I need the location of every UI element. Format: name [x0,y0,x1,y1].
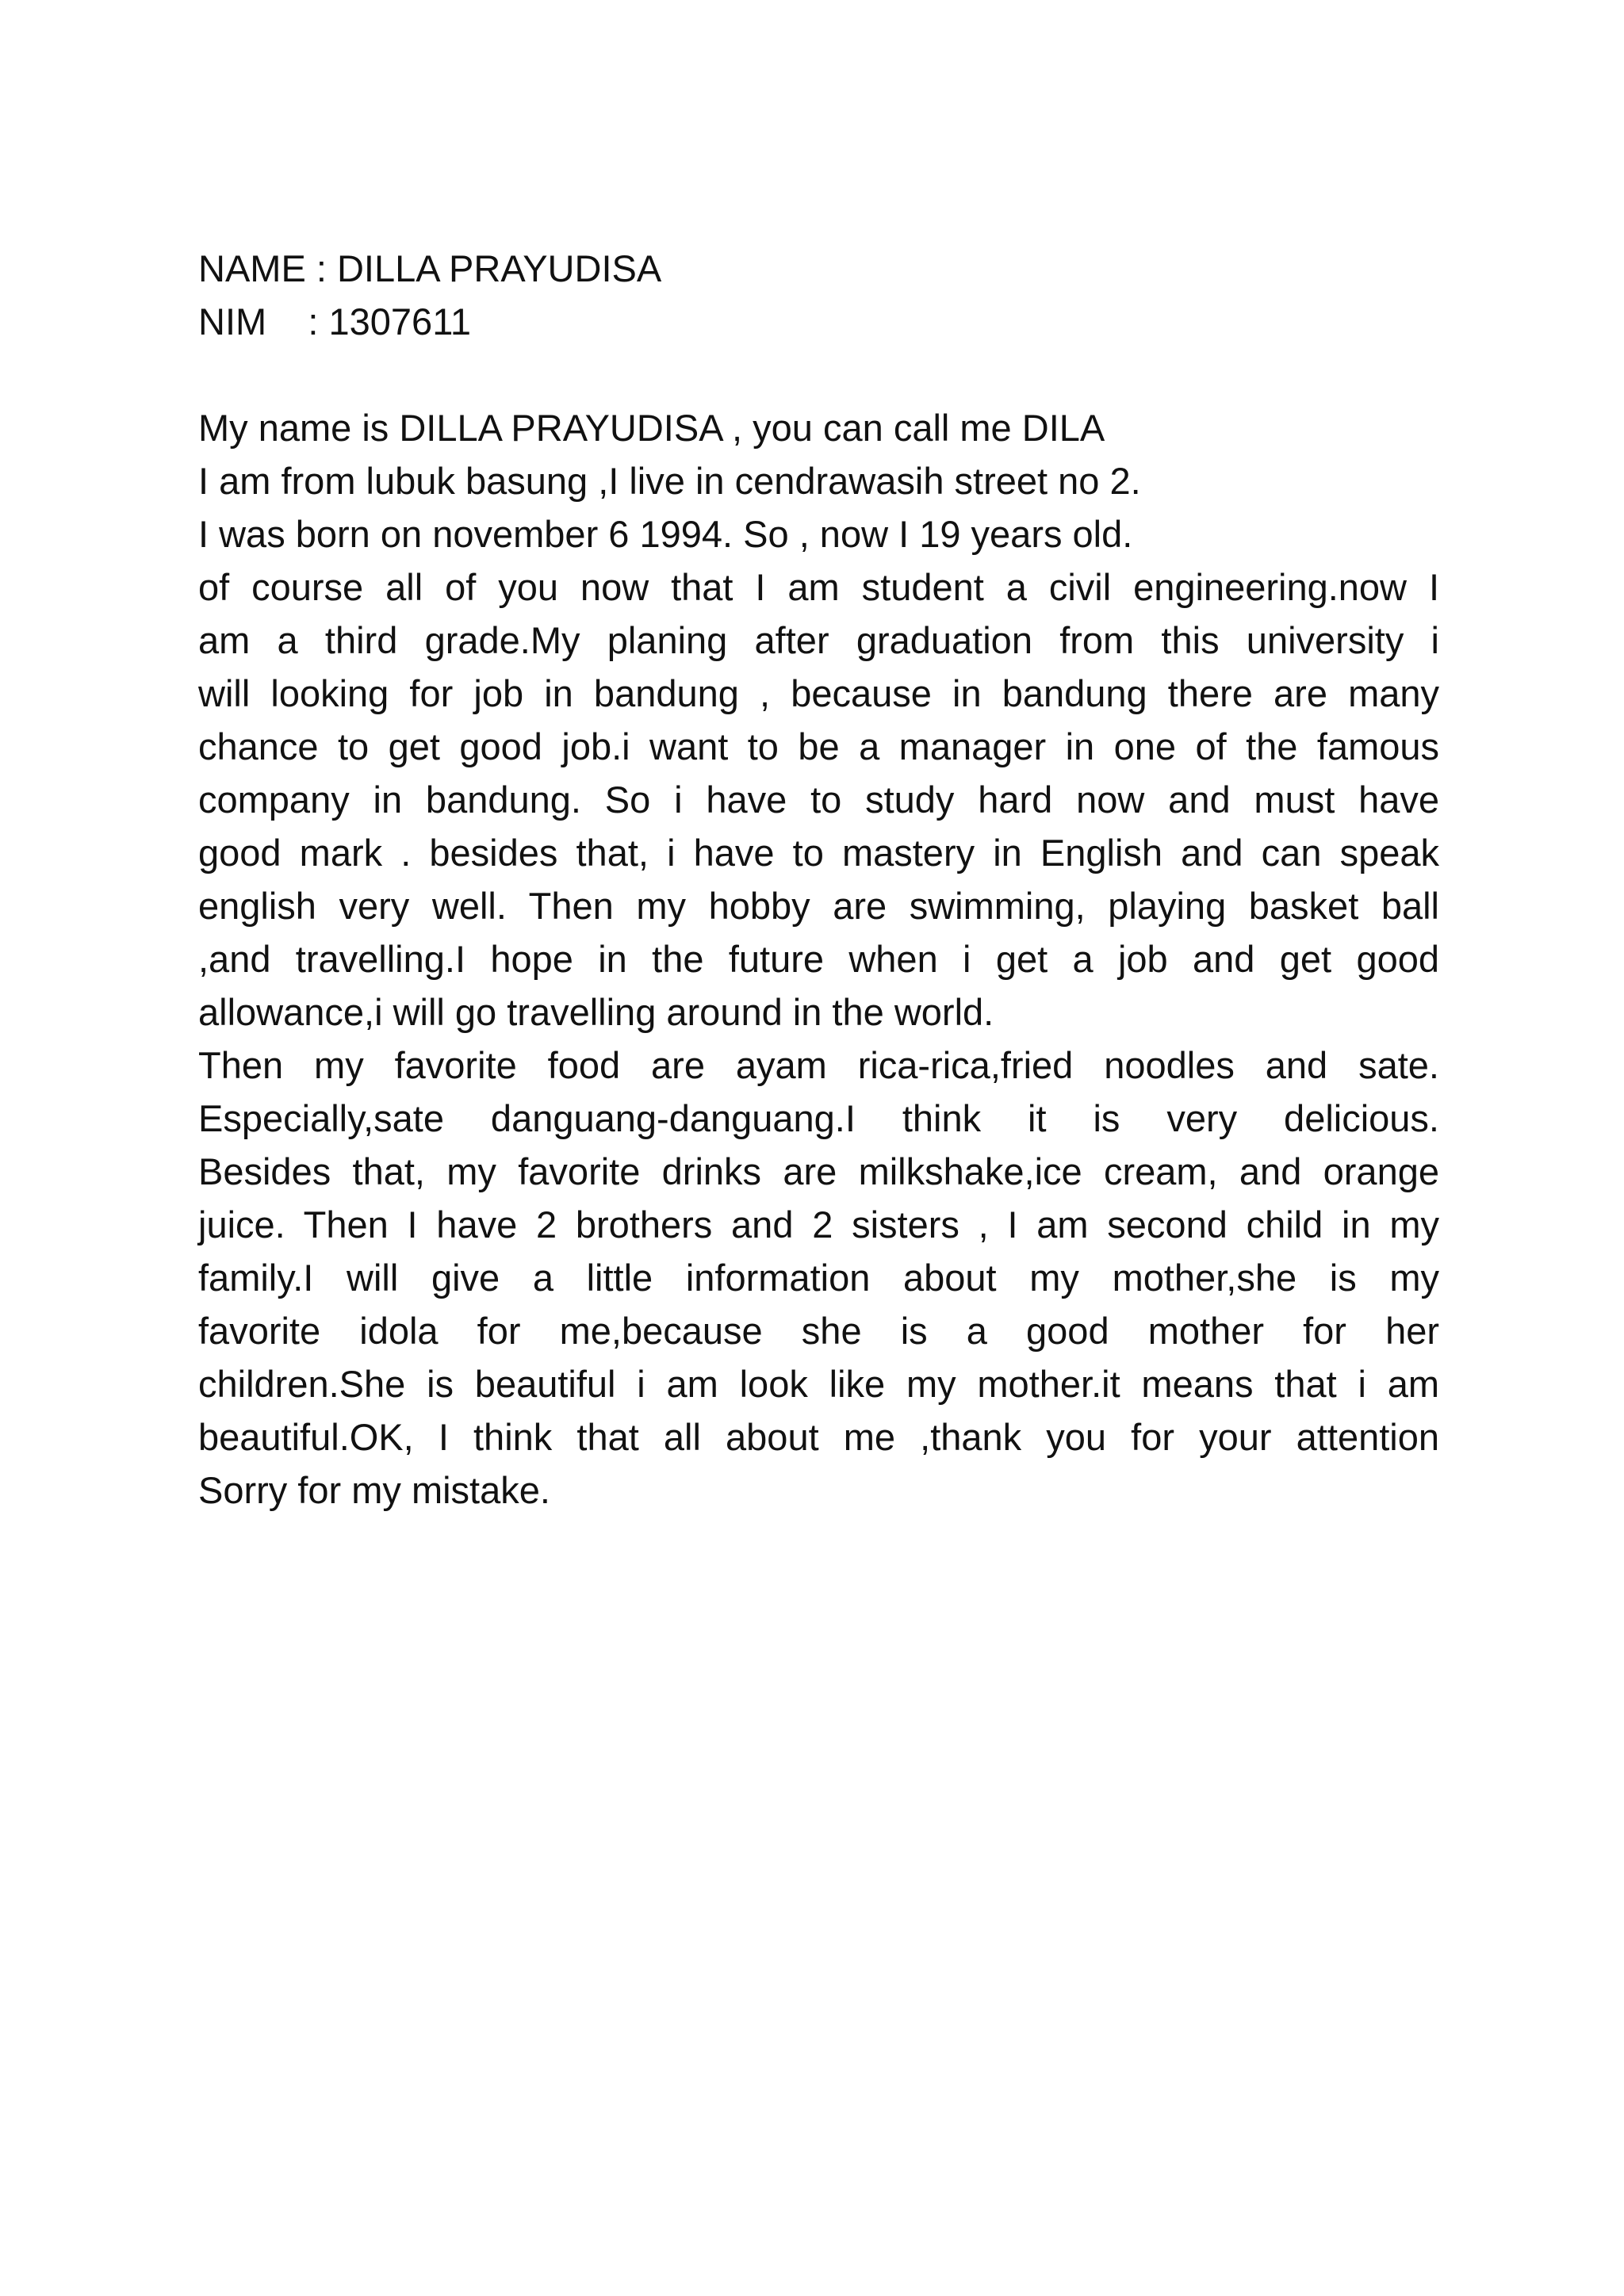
body-line-16: juice. Then I have 2 brothers and 2 sisters , I am second child in my [198,1203,1439,1246]
body-line-9: good mark . besides that, i have to mastery in English and can speak [198,832,1439,874]
name-line: NAME : DILLA PRAYUDISA [198,247,662,289]
body-line-15: Besides that, my favorite drinks are milkshake,ice cream, and orange [198,1150,1439,1192]
body-line-13: Then my favorite food are ayam rica-rica,fried noodles and sate. [198,1044,1439,1086]
body-line-5: am a third grade.My planing after graduation from this university i [198,619,1439,661]
body-line-12: allowance,i will go travelling around in the world. [198,991,994,1033]
nim-line: NIM : 1307611 [198,300,471,342]
body-line-19: children.She is beautiful i am look like my mother.it means that i am [198,1363,1439,1405]
body-line-4: of course all of you now that I am student a civil engineering.now I [198,566,1439,608]
body-line-18: favorite idola for me,because she is a good mother for her [198,1310,1439,1352]
blank-line [198,348,1439,401]
body-line-3: I was born on november 6 1994. So , now I 19 years old. [198,513,1133,555]
body-line-10: english very well. Then my hobby are swimming, playing basket ball [198,885,1439,927]
body-line-7: chance to get good job.i want to be a manager in one of the famous [198,725,1439,767]
body-line-21: Sorry for my mistake. [198,1469,550,1511]
body-line-2: I am from lubuk basung ,I live in cendrawasih street no 2. [198,460,1141,502]
body-line-6: will looking for job in bandung , because in bandung there are many [198,672,1439,714]
body-line-1: My name is DILLA PRAYUDISA , you can call me DILA [198,407,1105,449]
document-content [198,242,1439,1517]
body-line-17: family.I will give a little information about my mother,she is my [198,1257,1439,1299]
body-line-11: ,and travelling.I hope in the future when i get a job and get good [198,938,1439,980]
body-line-8: company in bandung. So i have to study hard now and must have [198,779,1439,821]
body-line-14: Especially,sate danguang-danguang.I think it is very delicious. [198,1097,1439,1139]
body-line-20: beautiful.OK, I think that all about me ,thank you for your attention [198,1416,1439,1458]
